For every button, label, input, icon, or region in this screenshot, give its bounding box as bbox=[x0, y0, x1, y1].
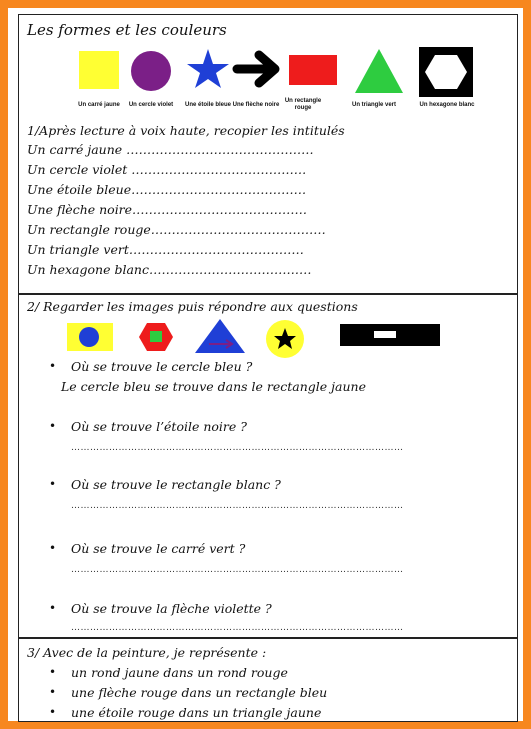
green-square-in-red-hexagon bbox=[139, 323, 173, 351]
bullet-icon: • bbox=[49, 705, 57, 719]
copy-line: Une étoile bleue…………………………………… bbox=[27, 182, 307, 197]
shape-label: Une étoile bleue bbox=[184, 102, 231, 108]
blue-star-shape bbox=[187, 49, 229, 88]
answer-line: …………………………………………………………………………………………… bbox=[71, 443, 404, 453]
shape-label: Un hexagone blanc bbox=[419, 102, 475, 108]
answer: Le cercle bleu se trouve dans le rectangle jaune bbox=[61, 379, 366, 394]
bullet-icon: • bbox=[49, 665, 57, 679]
question: Où se trouve l’étoile noire ? bbox=[71, 419, 247, 434]
copy-line: Un triangle vert…………………………………… bbox=[27, 242, 304, 257]
bullet-icon: • bbox=[49, 685, 57, 699]
purple-circle-shape bbox=[131, 51, 171, 91]
section-3 bbox=[18, 638, 518, 722]
copy-line: Un carré jaune ……………………………………… bbox=[27, 142, 314, 157]
question: Où se trouve le carré vert ? bbox=[71, 541, 246, 556]
copy-line: Un cercle violet …………………………………… bbox=[27, 162, 307, 177]
answer-line: …………………………………………………………………………………………… bbox=[71, 501, 404, 511]
shape-label: Un triangle vert bbox=[351, 102, 396, 108]
bullet-icon: • bbox=[49, 419, 57, 433]
copy-line: Un rectangle rouge…………………………………… bbox=[27, 222, 326, 237]
combined-shapes-row bbox=[19, 317, 519, 363]
question: Où se trouve la flèche violette ? bbox=[71, 601, 272, 616]
section-2 bbox=[18, 294, 518, 638]
purple-arrow-in-blue-triangle bbox=[195, 319, 245, 353]
section-3-heading: 3/ Avec de la peinture, je représente : bbox=[27, 645, 267, 660]
painting-item: une flèche rouge dans un rectangle bleu bbox=[71, 685, 328, 700]
worksheet bbox=[8, 8, 523, 721]
answer-line: …………………………………………………………………………………………… bbox=[71, 623, 404, 633]
green-triangle-shape bbox=[355, 49, 403, 93]
white-rectangle-in-black-rectangle bbox=[340, 324, 440, 346]
shape-label: Un rectangle rouge bbox=[284, 98, 322, 111]
bullet-icon: • bbox=[49, 477, 57, 491]
copy-line: Une flèche noire…………………………………… bbox=[27, 202, 308, 217]
question: Où se trouve le rectangle blanc ? bbox=[71, 477, 281, 492]
blue-circle-in-yellow-rectangle bbox=[67, 323, 113, 351]
bullet-icon: • bbox=[49, 359, 57, 373]
section-1-heading: 1/Après lecture à voix haute, recopier les intitulés bbox=[27, 123, 345, 138]
section-2-heading: 2/ Regarder les images puis répondre aux questions bbox=[27, 299, 358, 314]
bullet-icon: • bbox=[49, 601, 57, 615]
shape-label: Une flèche noire bbox=[232, 102, 280, 108]
black-arrow-shape bbox=[237, 55, 275, 83]
black-star-in-yellow-circle bbox=[266, 320, 304, 358]
shape-label: Un carré jaune bbox=[78, 102, 120, 108]
shape-label: Un cercle violet bbox=[128, 102, 174, 108]
painting-item: un rond jaune dans un rond rouge bbox=[71, 665, 288, 680]
copy-line: Un hexagone blanc………………………………… bbox=[27, 262, 312, 277]
bullet-icon: • bbox=[49, 541, 57, 555]
worksheet-title: Les formes et les couleurs bbox=[27, 21, 227, 39]
question: Où se trouve le cercle bleu ? bbox=[71, 359, 253, 374]
answer-line: …………………………………………………………………………………………… bbox=[71, 565, 404, 575]
painting-item: une étoile rouge dans un triangle jaune bbox=[71, 705, 322, 720]
yellow-square-shape bbox=[79, 51, 119, 89]
red-rectangle-shape bbox=[289, 55, 337, 85]
section-1 bbox=[18, 14, 518, 294]
